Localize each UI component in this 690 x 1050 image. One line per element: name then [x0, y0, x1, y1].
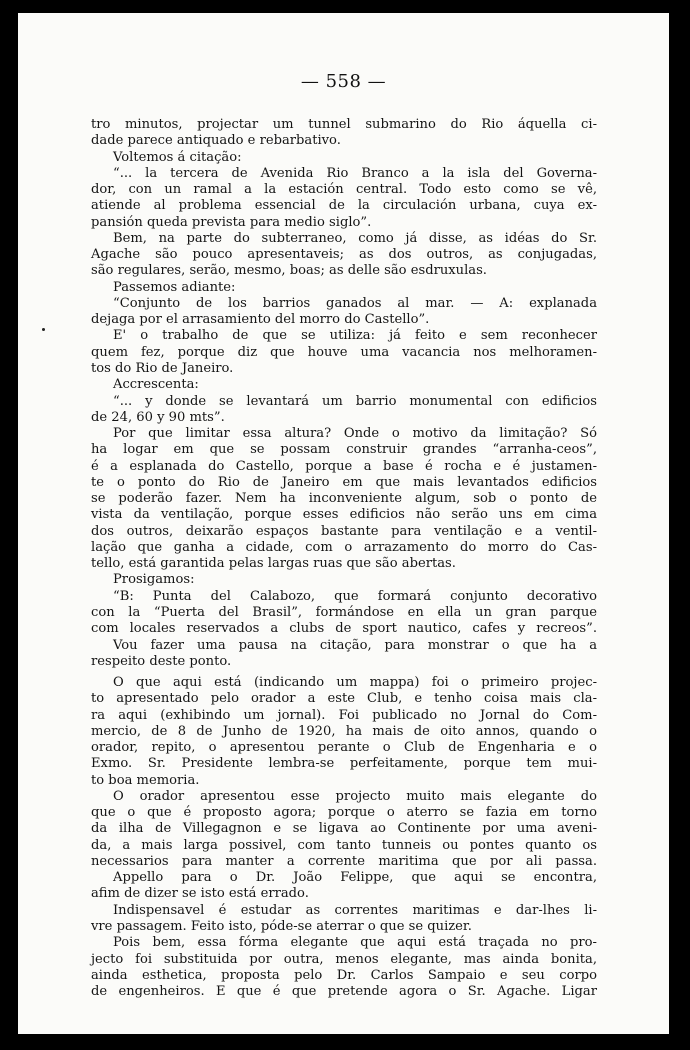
text-line: vre passagem. Feito isto, póde-se aterrar o que se quizer. [91, 919, 472, 935]
text-line: Pois bem, essa fórma elegante que aqui está traçada no pro- [113, 935, 597, 951]
text-line: necessarios para manter a corrente maritima que por ali passa. [91, 853, 597, 869]
text-line: “Conjunto de los barrios ganados al mar. — A: explanada [113, 295, 597, 311]
text-line: é a esplanada do Castello, porque a base é rocha e é justamen- [91, 458, 597, 474]
text-line: Appello para o Dr. João Felippe, que aqui se encontra, [113, 870, 597, 886]
text-line: Passemos adiante: [113, 279, 236, 295]
text-line: dos outros, deixarão espaços bastante para ventilação e a ventil- [91, 523, 597, 539]
text-line: ra aqui (exhibindo um jornal). Foi publicado no Jornal do Com- [91, 707, 597, 723]
text-line: con la “Puerta del Brasil”, formándose en ella un gran parque [91, 604, 597, 620]
text-line: lação que ganha a cidade, com o arrazamento do morro do Cas- [91, 539, 597, 555]
text-line: Vou fazer uma pausa na citação, para monstrar o que ha a [113, 637, 597, 653]
text-line: mercio, de 8 de Junho de 1920, ha mais de oito annos, quando o [91, 723, 597, 739]
text-line: de 24, 60 y 90 mts”. [91, 409, 225, 425]
text-line: pansión queda prevista para medio siglo”. [91, 214, 372, 230]
text-line: quem fez, porque diz que houve uma vacancia nos melhoramen- [91, 344, 597, 360]
text-line: Prosigamos: [113, 572, 195, 588]
text-line: Por que limitar essa altura? Onde o motivo da limitação? Só [113, 426, 597, 442]
text-line: Accrescenta: [113, 377, 199, 393]
text-line: são regulares, serão, mesmo, boas; as delle são esdruxulas. [91, 263, 487, 279]
text-line: vista da ventilação, porque esses edificios não serão uns em cima [91, 507, 597, 523]
text-line: te o ponto do Rio de Janeiro em que mais levantados edificios [91, 474, 597, 490]
text-line: de engenheiros. E que é que pretende agora o Sr. Agache. Ligar [91, 984, 597, 1000]
text-line: afim de dizer se isto está errado. [91, 886, 309, 902]
text-line: “... y donde se levantará um barrio monumental con edificios [113, 393, 597, 409]
text-line: tro minutos, projectar um tunnel submarino do Rio áquella ci- [91, 117, 597, 132]
text-line: da ilha de Villegagnon e se ligava ao Continente por uma aveni- [91, 821, 597, 837]
text-line: atiende al problema essencial de la circulación urbana, cuya ex- [91, 198, 597, 214]
text-line: Exmo. Sr. Presidente lembra-se perfeitamente, porque tem mui- [91, 756, 597, 772]
text-line: dejaga por el arrasamiento del morro do Castello”. [91, 312, 430, 328]
text-line: O que aqui está (indicando um mappa) foi o primeiro projec- [113, 675, 597, 691]
text-line: to boa memoria. [91, 772, 200, 788]
text-line: “... la tercera de Avenida Rio Branco a la isla del Governa- [113, 165, 597, 181]
text-line: tos do Rio de Janeiro. [91, 360, 234, 376]
text-line: E' o trabalho de que se utiliza: já feito e sem reconhecer [113, 328, 597, 344]
text-line: que o que é proposto agora; porque o aterro se fazia em torno [91, 805, 597, 821]
body-text [91, 117, 597, 1000]
text-line: Bem, na parte do subterraneo, como já disse, as idéas do Sr. [113, 230, 597, 246]
text-line: com locales reservados a clubs de sport nautico, cafes y recreos”. [91, 621, 597, 637]
text-line: ha logar em que se possam construir grandes “arranha-ceos”, [91, 442, 597, 458]
text-line: ainda esthetica, proposta pelo Dr. Carlos Sampaio e seu corpo [91, 967, 597, 983]
text-line: dade parece antiquado e rebarbativo. [91, 133, 341, 149]
text-line: se poderão fazer. Nem ha inconveniente algum, sob o ponto de [91, 491, 597, 507]
text-line: to apresentado pelo orador a este Club, e tenho coisa mais cla- [91, 691, 597, 707]
text-line: “B: Punta del Calabozo, que formará conjunto decorativo [113, 588, 597, 604]
scan-speck [42, 328, 45, 331]
text-line: Voltemos á citação: [113, 149, 242, 165]
page-number: — 558 — [300, 71, 387, 92]
text-line: O orador apresentou esse projecto muito mais elegante do [113, 788, 597, 804]
text-line: orador, repito, o apresentou perante o Club de Engenharia e o [91, 740, 597, 756]
text-line: tello, está garantida pelas largas ruas que são abertas. [91, 556, 456, 572]
text-line: Agache são pouco apresentaveis; as dos outros, as conjugadas, [91, 247, 597, 263]
text-line: respeito deste ponto. [91, 653, 232, 669]
scanned-page [18, 13, 669, 1034]
text-line: dor, con un ramal a la estación central. Todo esto como se vê, [91, 182, 597, 198]
text-line: Indispensavel é estudar as correntes maritimas e dar-lhes li- [113, 902, 597, 918]
text-line: da, a mais larga possivel, com tanto tunneis ou pontes quanto os [91, 837, 597, 853]
text-line: jecto foi substituida por outra, menos elegante, mas ainda bonita, [91, 951, 597, 967]
